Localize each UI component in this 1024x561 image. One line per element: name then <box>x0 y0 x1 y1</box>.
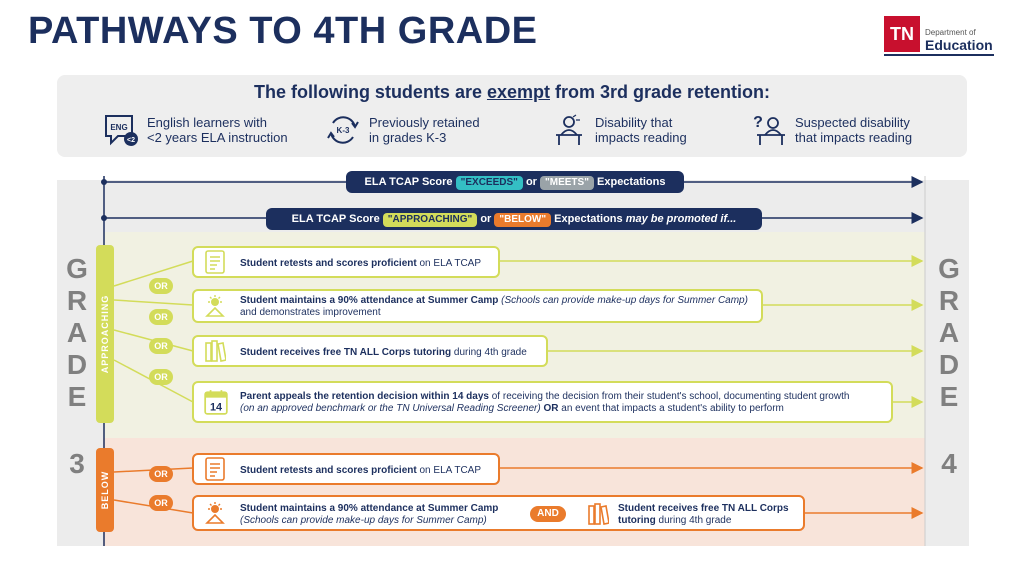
exceeds-meets-pill <box>346 171 684 193</box>
below-retest-text: Student retests and scores proficient on ELA TCAP <box>240 465 482 476</box>
grade-letter: R <box>938 285 960 316</box>
svg-text:<2: <2 <box>127 137 135 144</box>
or-badge: OR <box>149 369 173 385</box>
approaching-side-label <box>96 245 114 423</box>
test-sheet-icon <box>204 457 226 481</box>
books-icon <box>204 339 226 363</box>
or-badge: OR <box>149 466 173 482</box>
and-badge: AND <box>530 506 566 522</box>
approach-tutoring-text: Student receives free TN ALL Corps tutoring during 4th grade <box>240 347 527 358</box>
pill-text: or <box>480 213 492 225</box>
exempt-line: Previously retained <box>369 115 480 130</box>
exempt-line: that impacts reading <box>795 130 913 145</box>
or-badge: OR <box>149 495 173 511</box>
grade-letter: D <box>938 349 960 380</box>
logo-dept-text: Department of <box>925 28 976 37</box>
grade-3-label <box>62 253 92 413</box>
exempt-heading-post: from 3rd grade retention: <box>550 82 771 102</box>
exempt-line: English learners with <box>147 115 267 130</box>
below-retest-box <box>192 453 500 485</box>
summer-camp-icon <box>204 501 226 525</box>
books-icon <box>587 502 609 526</box>
exempt-line: impacts reading <box>595 130 687 145</box>
or-badge: OR <box>149 309 173 325</box>
approaching-below-pill <box>266 208 762 230</box>
exempt-heading-emph: exempt <box>486 82 550 102</box>
or-badge: OR <box>149 278 173 294</box>
pill-text: Expectations <box>554 213 623 225</box>
summer-camp-icon <box>204 294 226 318</box>
below-summer-camp-text: Student maintains a 90% attendance at Summer Camp (Schools can provide make-up days for Summer Camp) <box>240 503 499 526</box>
pill-text: Expectations <box>597 176 666 188</box>
calendar-icon <box>204 389 228 415</box>
grade-letter: G <box>66 253 88 284</box>
grade-letter: A <box>938 317 960 348</box>
test-sheet-icon <box>204 250 226 274</box>
grade-letter: E <box>67 381 87 412</box>
approaching-label-text: APPROACHING <box>100 294 110 374</box>
svg-text:14: 14 <box>209 401 223 414</box>
approach-summer-camp-box <box>192 289 763 323</box>
below-summer-camp-box <box>192 495 805 531</box>
grade-letter: E <box>939 381 959 412</box>
below-tutoring-text: Student receives free TN ALL Corps tutoring during 4th grade <box>618 503 789 526</box>
logo-edu-text: Education <box>925 37 993 53</box>
page-title: PATHWAYS TO 4TH GRADE <box>28 10 538 52</box>
svg-text:K-3: K-3 <box>336 126 350 135</box>
approach-retest-text: Student retests and scores proficient on ELA TCAP <box>240 258 482 269</box>
grade-letter: D <box>66 349 88 380</box>
grade-3-number: 3 <box>69 448 85 479</box>
or-badge: OR <box>149 338 173 354</box>
exempt-line: Suspected disability <box>795 115 910 130</box>
grade-letter: G <box>938 253 960 284</box>
below-label-text: BELOW <box>100 470 110 510</box>
approach-retest-box <box>192 246 500 278</box>
below-side-label <box>96 448 114 532</box>
pill-text: or <box>525 176 537 188</box>
grade-4-number: 4 <box>941 448 957 479</box>
exempt-line: <2 years ELA instruction <box>147 130 288 145</box>
exceeds-tag: "EXCEEDS" <box>456 176 523 190</box>
pill-text: ELA TCAP Score <box>291 213 380 225</box>
approach-tutoring-box <box>192 335 548 367</box>
approach-parent-appeal-box <box>192 381 893 423</box>
exempt-line: in grades K-3 <box>369 130 447 145</box>
grade-4-label <box>934 253 964 413</box>
logo-state-badge: TN <box>884 16 920 52</box>
approaching-tag: "APPROACHING" <box>383 213 478 227</box>
exempt-heading-pre: The following students are <box>253 82 487 102</box>
meets-tag: "MEETS" <box>540 176 594 190</box>
grade-letter: A <box>66 317 88 348</box>
exempt-line: Disability that <box>595 115 673 130</box>
approach-summer-camp-text: Student maintains a 90% attendance at Summer Camp (Schools can provide make-up days for Summer Camp) and demonstrates improvement <box>240 295 748 318</box>
grade-letter: R <box>66 285 88 316</box>
below-tag: "BELOW" <box>494 213 551 227</box>
approach-parent-appeal-text: Parent appeals the retention decision within 14 days of receiving the decision from their student's school, documenting student growth (on an approved benchmark or the TN Universal Reading Screener) OR an event that impacts a student's ability to perform <box>240 391 850 414</box>
pill-italic: may be promoted if... <box>625 213 737 225</box>
pill-text: ELA TCAP Score <box>364 176 453 188</box>
svg-text:?: ? <box>753 114 763 131</box>
svg-text:ENG: ENG <box>110 123 128 132</box>
